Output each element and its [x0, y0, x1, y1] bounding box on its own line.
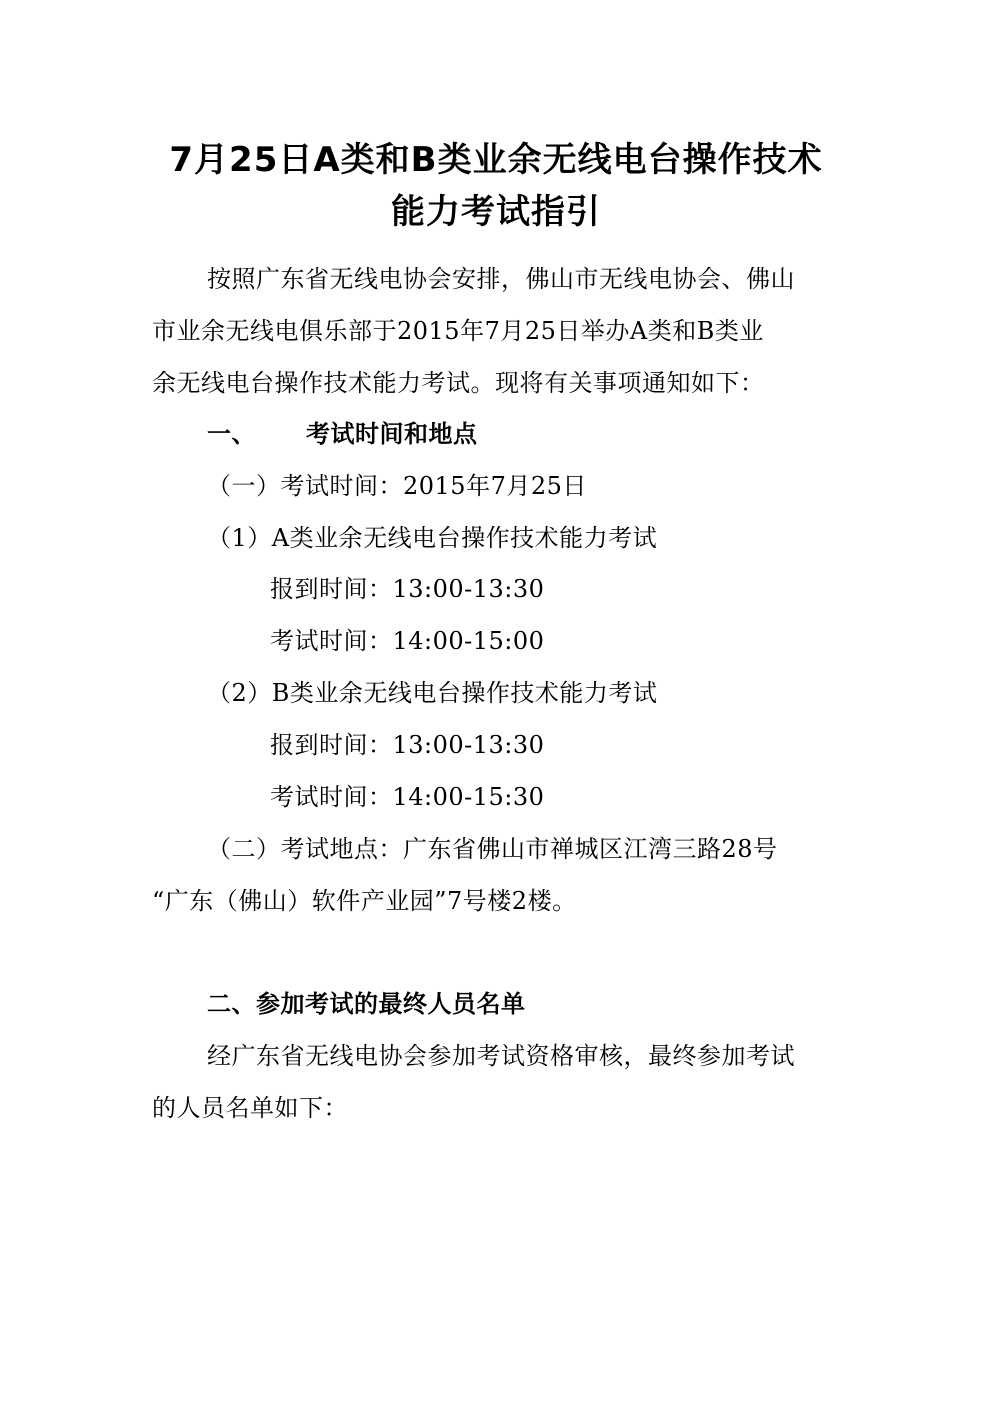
intro-line-2: 市业余无线电俱乐部于2015年7月25日举办A类和B类业 [152, 317, 764, 345]
exam-b-checkin-time: 报到时间：13:00-13:30 [270, 731, 545, 759]
section-2-heading: 二、参加考试的最终人员名单 [207, 990, 526, 1018]
exam-location-line-1: （二）考试地点：广东省佛山市禅城区江湾三路28号 [207, 835, 778, 863]
exam-location-line-2: “广东（佛山）软件产业园”7号楼2楼。 [152, 887, 577, 915]
exam-a-title: （1）A类业余无线电台操作技术能力考试 [207, 524, 658, 552]
section-1-number: 一、 [207, 420, 256, 448]
exam-a-checkin-time: 报到时间：13:00-13:30 [270, 575, 545, 603]
exam-a-exam-time: 考试时间：14:00-15:00 [270, 627, 545, 655]
section-2-body-line-1: 经广东省无线电协会参加考试资格审核，最终参加考试 [207, 1042, 795, 1070]
section-2-body-line-2: 的人员名单如下： [152, 1094, 348, 1122]
exam-b-title: （2）B类业余无线电台操作技术能力考试 [207, 679, 658, 707]
intro-line-1: 按照广东省无线电协会安排，佛山市无线电协会、佛山 [207, 265, 795, 293]
document-title-line-1: 7月25日A类和B类业余无线电台操作技术 [169, 140, 823, 180]
exam-b-exam-time: 考试时间：14:00-15:30 [270, 783, 545, 811]
document-title-line-2: 能力考试指引 [391, 192, 601, 232]
exam-date-line: （一）考试时间：2015年7月25日 [207, 472, 587, 500]
section-1-title: 考试时间和地点 [306, 420, 478, 448]
intro-line-3: 余无线电台操作技术能力考试。现将有关事项通知如下： [152, 369, 765, 397]
section-1-heading [207, 418, 478, 450]
